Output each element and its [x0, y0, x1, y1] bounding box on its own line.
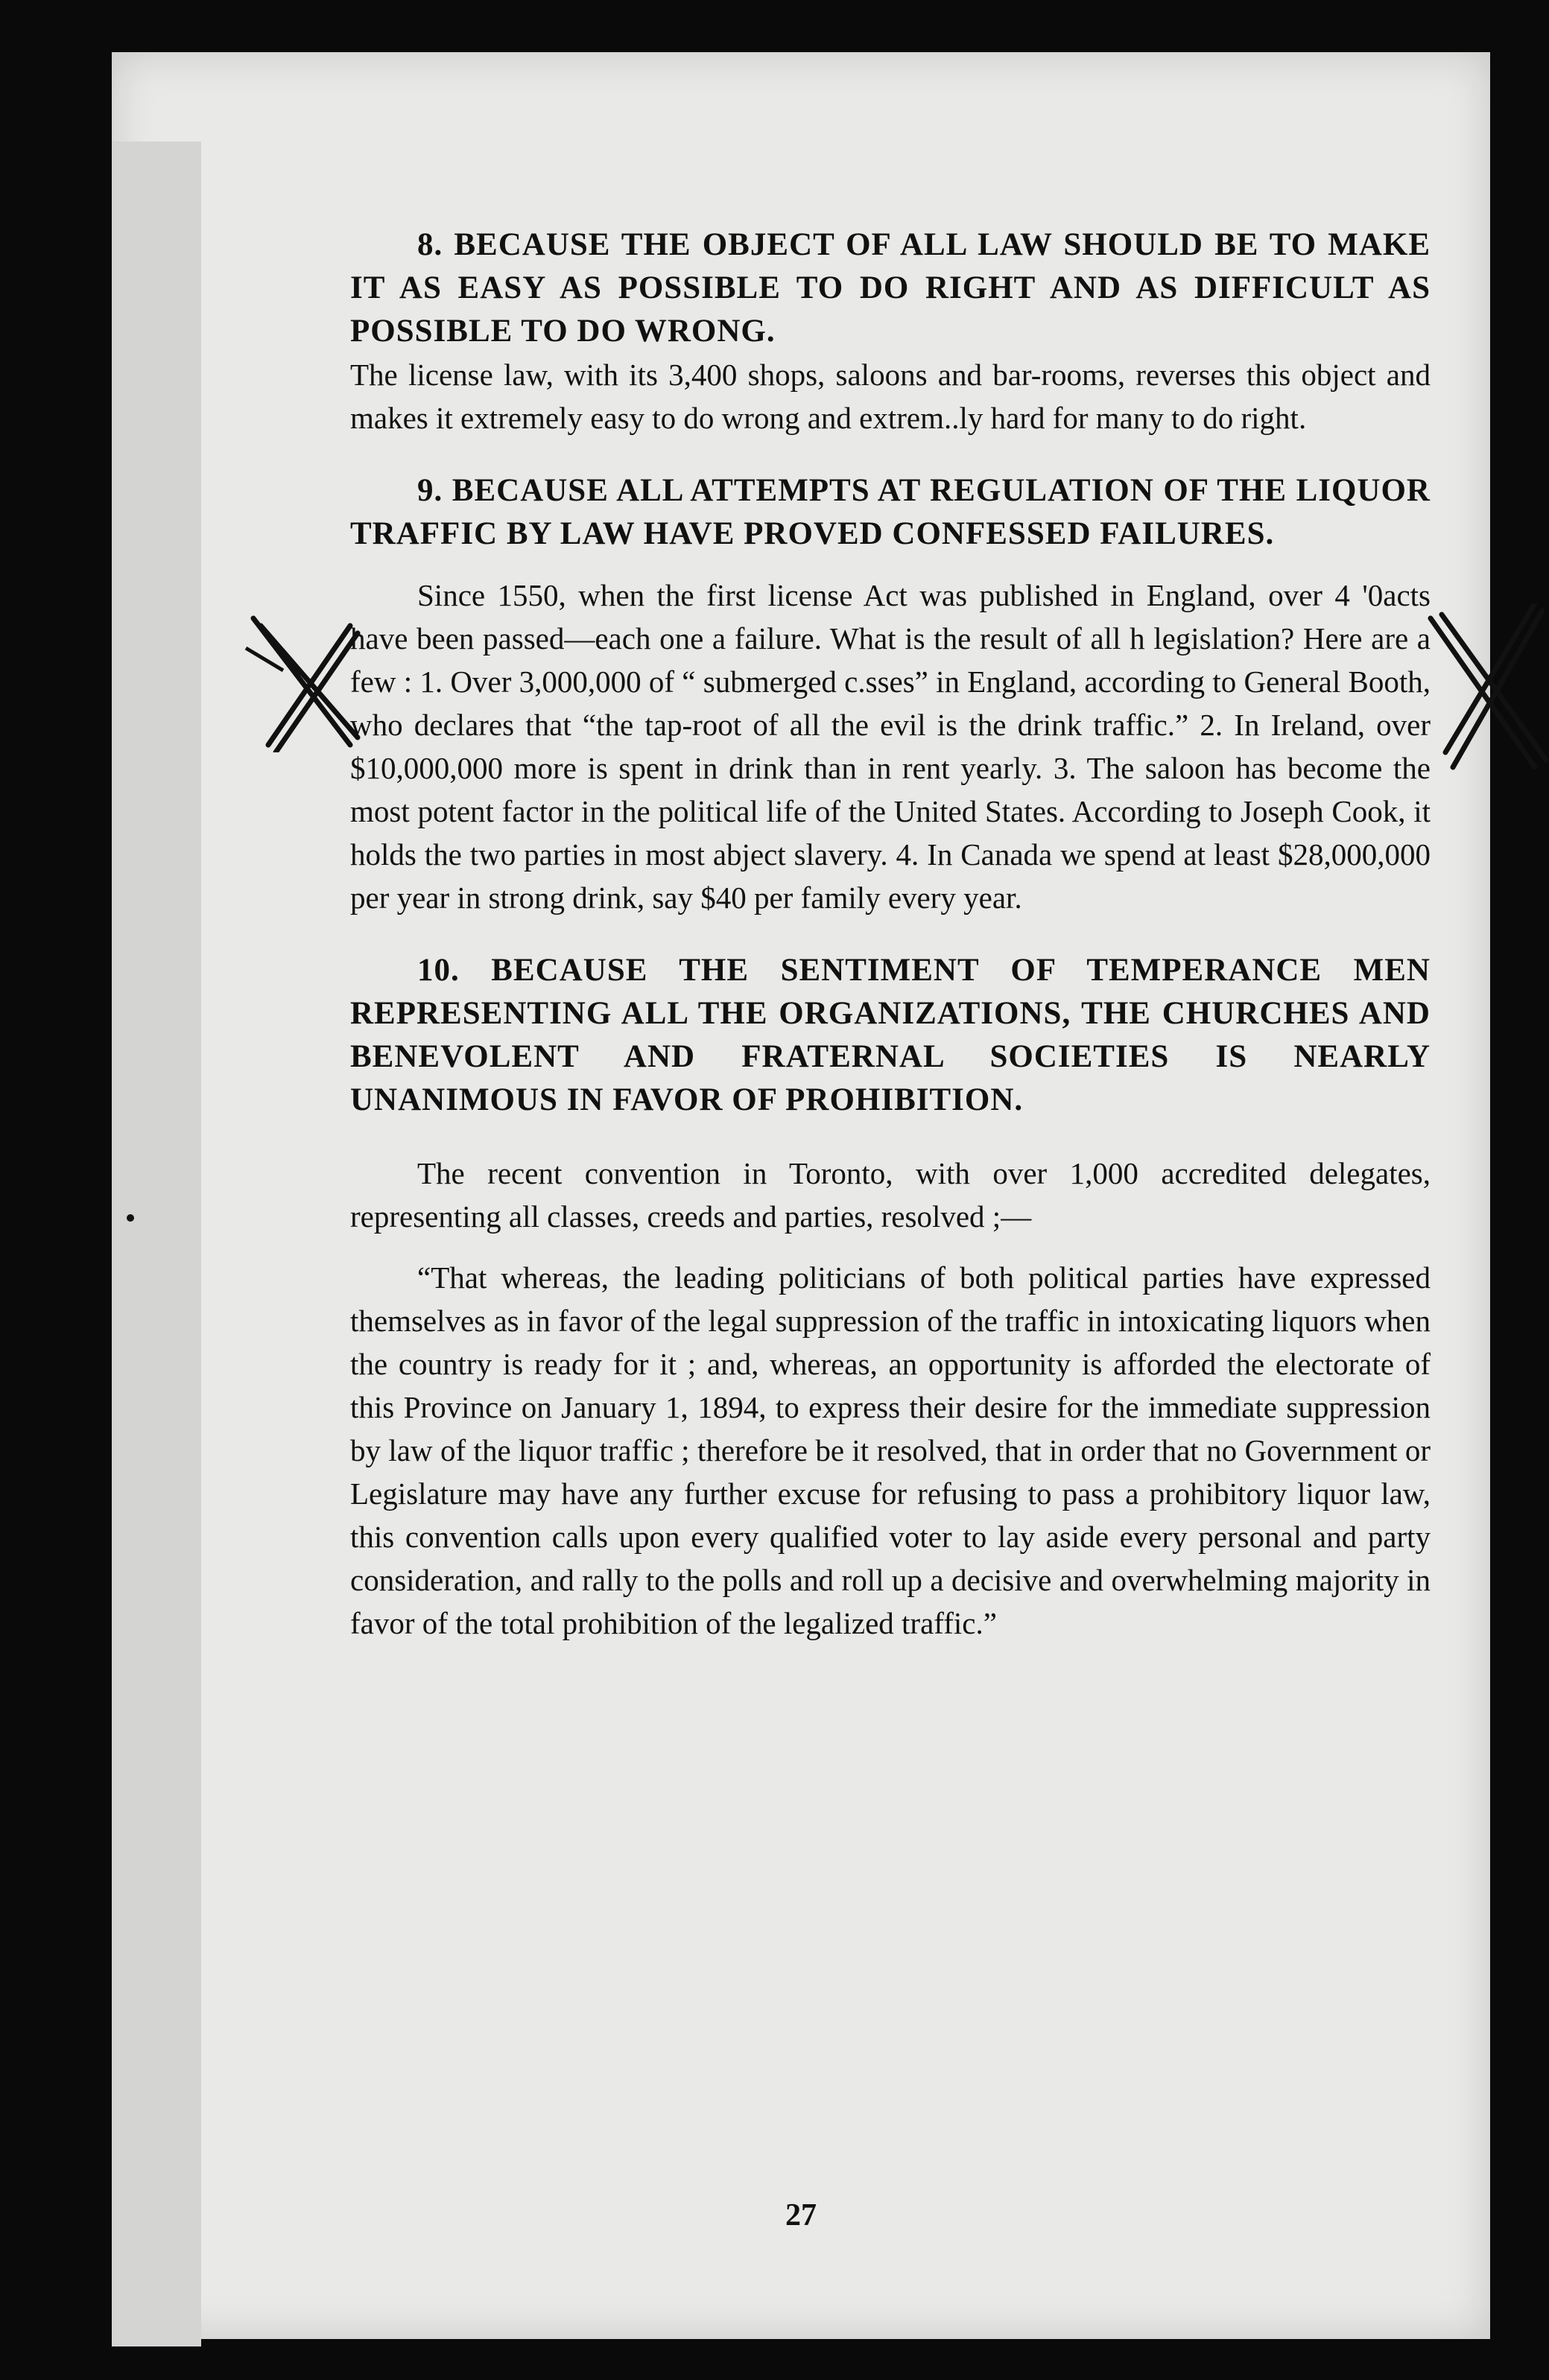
scanned-page [112, 52, 1490, 2339]
page-number: 27 [785, 2198, 817, 2233]
section-10-heading: 10. BECAUSE THE SENTIMENT OF TEMPERANCE MEN REPRESENTING ALL THE ORGANIZATIONS, THE CHURCHES AND BENEVOLENT AND FRATERNAL SOCIETIES IS NEARLY UNANIMOUS IN FAVOR OF PROHIBITION. [350, 953, 1431, 1117]
ink-dot [127, 1214, 134, 1222]
section-8-body: The license law, with its 3,400 shops, saloons and bar-rooms, reverses this object and makes it extremely easy to do wrong and extrem..ly hard for many to do right. [350, 358, 1431, 435]
handwritten-x-mark-right [1423, 603, 1549, 775]
section-9-body: Since 1550, when the first license Act was published in England, over 4 '0acts have been passed—each one a failure. What is the result of all h legislation? Here are a few : 1. Over 3,000,000 of “ submerged c.sses” in England, according to General Booth, who declares that “the tap-root of all the evil is the drink traffic.” 2. In Ireland, over $10,000,000 more is spent in drink than in rent yearly. 3. The saloon has become the most potent factor in the political life of the United States. According to Joseph Cook, it holds the two parties in most abject slavery. 4. In Canada we spend at least $28,000,000 per year in strong drink, say $40 per family every year. [350, 578, 1431, 915]
section-10-body: The recent convention in Toronto, with over 1,000 accredited delegates, representing all classes, creeds and parties, resolved ;— [350, 1156, 1431, 1234]
page-text [350, 223, 1431, 1645]
section-9-heading: 9. BECAUSE ALL ATTEMPTS AT REGULATION OF THE LIQUOR TRAFFIC BY LAW HAVE PROVED CONFESSED FAILURES. [350, 473, 1431, 551]
section-8-heading: 8. BECAUSE THE OBJECT OF ALL LAW SHOULD BE TO MAKE IT AS EASY AS POSSIBLE TO DO RIGHT AND AS DIFFICULT AS POSSIBLE TO DO WRONG. [350, 227, 1431, 349]
handwritten-x-mark-left [238, 603, 373, 752]
facing-page-edge [112, 142, 201, 2346]
resolution-quote: “That whereas, the leading politicians of both political parties have expressed themselves as in favor of the legal suppression of the traffic in intoxicating liquors when the country is ready for it ; and, whereas, an opportunity is afforded the electorate of this Province on January 1, 1894, to express their desire for the immediate suppression by law of the liquor traffic ; therefore be it resolved, that in order that no Government or Legislature may have any further excuse for refusing to pass a prohibitory liquor law, this convention calls upon every qualified voter to lay aside every personal and party consideration, and rally to the polls and roll up a decisive and overwhelming majority in favor of the total prohibition of the legalized traffic.” [350, 1260, 1431, 1640]
